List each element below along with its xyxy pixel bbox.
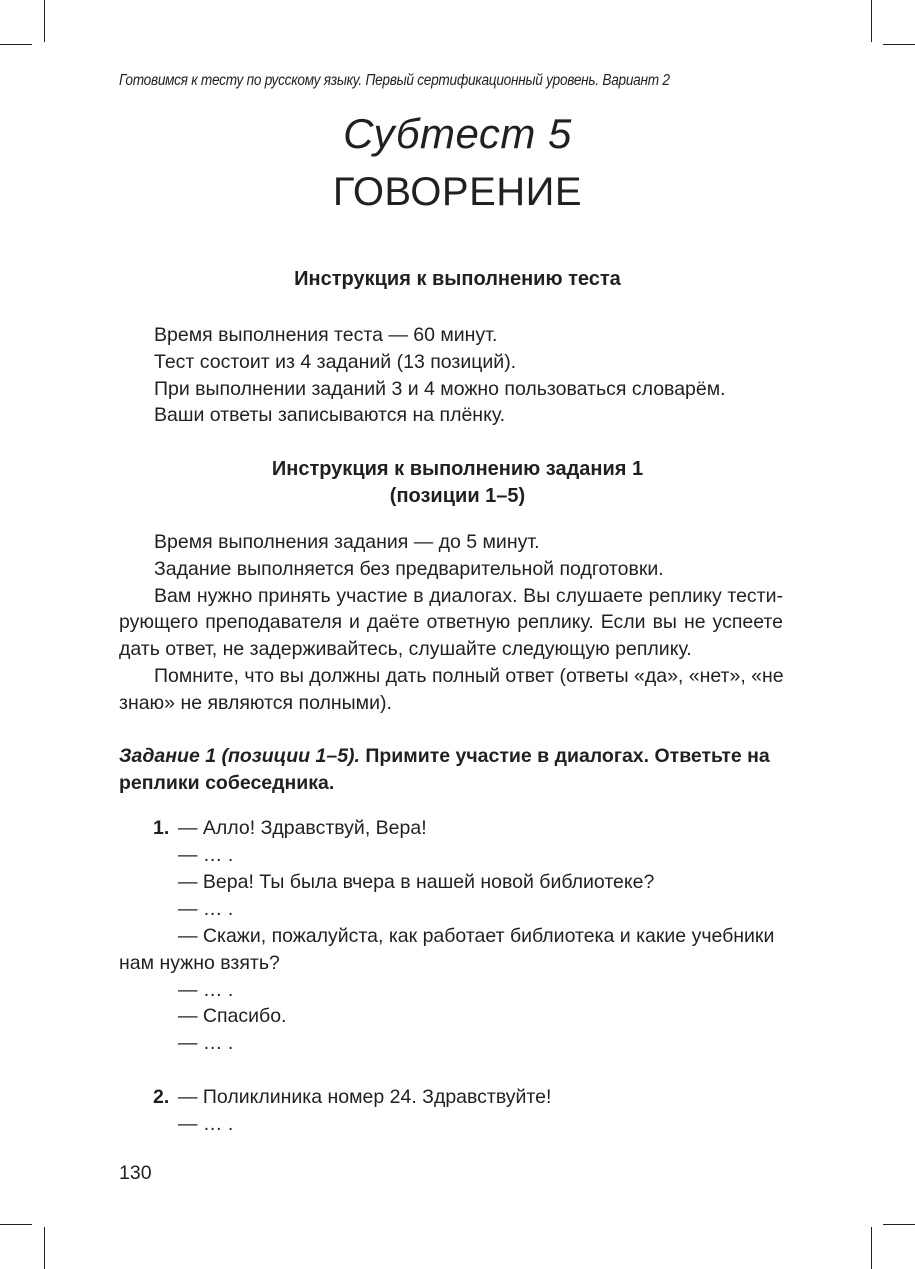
- crop-mark: [0, 1224, 32, 1225]
- dialogue-line: — … .: [178, 844, 234, 866]
- task1-statement: [119, 743, 783, 797]
- page-number: 130: [119, 1162, 152, 1184]
- instruction-line: Задание выполняется без предварительной подготовки.: [154, 557, 664, 580]
- instruction-line: рующего преподавателя и даёте ответную реплику. Если вы не успеете: [119, 611, 783, 634]
- dialogue-line: — Вера! Ты была вчера в нашей новой библиотеке?: [178, 871, 655, 893]
- instruction-line: Тест состоит из 4 заданий (13 позиций).: [154, 350, 517, 373]
- dialogue-line: — … .: [178, 898, 234, 920]
- instruction-line: дать ответ, не задерживайтесь, слушайте следующую реплику.: [119, 638, 692, 661]
- instruction-line: Время выполнения задания — до 5 минут.: [154, 531, 540, 553]
- test-instructions-heading: Инструкция к выполнению теста: [294, 268, 621, 290]
- crop-mark: [871, 0, 872, 42]
- dialogue-number: 1.: [153, 817, 170, 839]
- dialogue-line: — … .: [178, 1113, 234, 1135]
- dialogue-line: — Алло! Здравствуй, Вера!: [178, 817, 427, 839]
- task1-instructions-subheading: (позиции 1–5): [389, 485, 526, 507]
- dialogue-line: — Спасибо.: [178, 1005, 287, 1027]
- dialogue-number: 2.: [153, 1086, 170, 1108]
- task1-label: Задание 1 (позиции 1–5).: [119, 745, 360, 767]
- task1-text: Примите участие в диалогах. Ответьте на реплики собеседника.: [119, 745, 770, 794]
- crop-mark: [883, 44, 915, 45]
- task1-instructions-body: [119, 529, 783, 717]
- instruction-line: знаю» не являются полными).: [119, 691, 392, 714]
- dialogue-line: — … .: [178, 1032, 234, 1054]
- instruction-line: При выполнении заданий 3 и 4 можно пользоваться словарём.: [154, 377, 726, 400]
- instruction-line: Ваши ответы записываются на плёнку.: [154, 404, 506, 427]
- dialogue-line: — Скажи, пожалуйста, как работает библиотека и какие учебники нам нужно взять?: [119, 925, 775, 974]
- crop-mark: [44, 0, 45, 42]
- running-head: Готовимся к тесту по русскому языку. Первый сертификационный уровень. Вариант 2: [119, 72, 670, 89]
- crop-mark: [0, 44, 32, 45]
- instruction-line: Помните, что вы должны дать полный ответ (ответы «да», «нет», «не: [154, 664, 784, 687]
- test-instructions-body: [119, 322, 783, 429]
- instruction-line: Время выполнения теста — 60 минут.: [154, 324, 498, 346]
- crop-mark: [44, 1227, 45, 1269]
- dialogue-line: — Поликлиника номер 24. Здравствуйте!: [178, 1086, 552, 1108]
- crop-mark: [871, 1227, 872, 1269]
- section-title: ГОВОРЕНИЕ: [332, 170, 583, 214]
- task1-instructions-heading: Инструкция к выполнению задания 1: [271, 458, 644, 480]
- dialogue-line: — … .: [178, 979, 234, 1001]
- crop-mark: [883, 1224, 915, 1225]
- subtest-label: Субтест 5: [343, 110, 572, 157]
- instruction-line: Вам нужно принять участие в диалогах. Вы слушаете реплику тести-: [154, 584, 783, 607]
